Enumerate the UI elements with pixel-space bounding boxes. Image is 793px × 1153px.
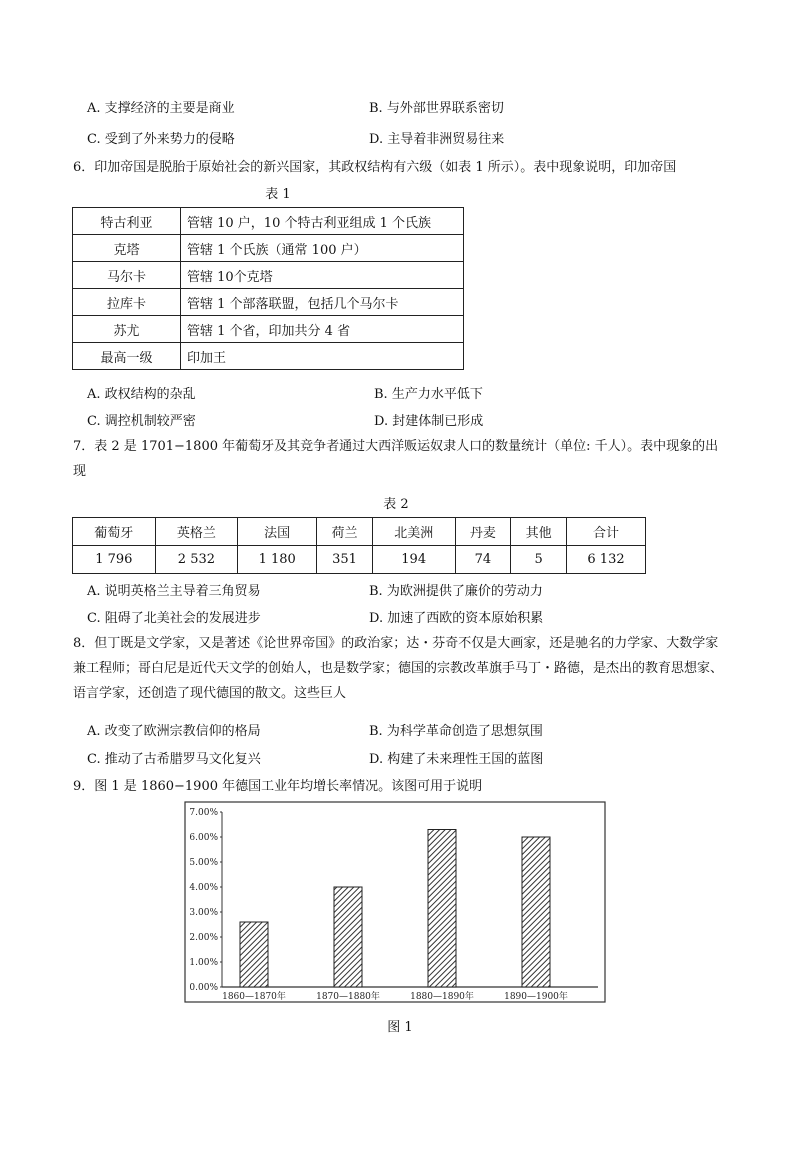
q6-table [72,207,464,370]
bar [240,922,268,987]
q6-stem: 6．印加帝国是脱胎于原始社会的新兴国家，其政权结构有六级（如表 1 所示）。表中现象说明，印加帝国 [73,160,677,175]
table-row [73,518,646,546]
table-cell: 管辖 10 户，10 个特古利亚组成 1 个氏族 [181,208,464,235]
q5-option-b: B. 与外部世界联系密切 [369,101,504,116]
q8-option-b: B. 为科学革命创造了思想氛围 [369,724,543,739]
bar [522,837,550,987]
q6-option-c: C. 调控机制较严密 [87,414,196,429]
table-cell: 2 532 [155,546,238,574]
table-header: 荷兰 [317,518,373,546]
q6-option-b: B. 生产力水平低下 [374,387,483,402]
table-cell: 管辖 1 个氏族（通常 100 户） [181,235,464,262]
q5-option-c: C. 受到了外来势力的侵略 [87,132,235,147]
growth-rate-bar-chart [180,800,610,1005]
q6-option-d: D. 封建体制已形成 [374,414,484,429]
q7-option-d: D. 加速了西欧的资本原始积累 [369,611,544,626]
table-header: 其他 [511,518,567,546]
q8-stem: 8．但丁既是文学家，又是著述《论世界帝国》的政治家；达・芬奇不仅是大画家，还是驰名的力学家、大数学家兼工程师；哥白尼是近代天文学的创始人，也是数学家；德国的宗教改革旗手马丁・路德，是杰出的教育思想家、语言学家，还创造了现代德国的散文。这些巨人 [73,636,724,701]
table-row [73,316,464,343]
table-cell: 5 [511,546,567,574]
table-cell: 最高一级 [73,343,181,370]
q8-option-d: D. 构建了未来理性王国的蓝图 [369,752,544,767]
q9-stem: 9．图 1 是 1860−1900 年德国工业年均增长率情况。该图可用于说明 [73,779,483,794]
q8-option-c: C. 推动了古希腊罗马文化复兴 [87,752,261,767]
q7-table [72,517,646,574]
table-header: 英格兰 [155,518,238,546]
q6-table-caption: 表 1 [265,187,291,202]
table-row [73,546,646,574]
bar [428,830,456,988]
table-row [73,289,464,316]
bar [334,887,362,987]
q6-option-a: A. 政权结构的杂乱 [87,387,196,402]
table-header: 葡萄牙 [73,518,156,546]
y-tick-label: 6.00% [189,833,218,843]
q8-option-a: A. 改变了欧洲宗教信仰的格局 [87,724,261,739]
y-tick-label: 5.00% [189,858,218,868]
y-tick-label: 2.00% [189,933,218,943]
q7-option-b: B. 为欧洲提供了廉价的劳动力 [369,584,543,599]
table-header: 北美洲 [372,518,455,546]
q7-stem: 7．表 2 是 1701−1800 年葡萄牙及其竞争者通过大西洋贩运奴隶人口的数量统计（单位: 千人）。表中现象的出现 [73,439,719,479]
figure-caption: 图 1 [387,1020,413,1035]
table-cell: 克塔 [73,235,181,262]
table-cell: 特古利亚 [73,208,181,235]
table-cell: 6 132 [567,546,646,574]
q7-table-caption: 表 2 [383,497,409,512]
y-tick-label: 7.00% [189,808,218,818]
table-cell: 1 180 [238,546,317,574]
table-row [73,208,464,235]
q7-option-c: C. 阻碍了北美社会的发展进步 [87,611,261,626]
table-header: 合计 [567,518,646,546]
table-cell: 194 [372,546,455,574]
q5-option-d: D. 主导着非洲贸易往来 [369,132,505,147]
table-header: 法国 [238,518,317,546]
y-tick-label: 4.00% [189,883,218,893]
table-cell: 351 [317,546,373,574]
table-cell: 管辖 1 个省，印加共分 4 省 [181,316,464,343]
q7-option-a: A. 说明英格兰主导着三角贸易 [87,584,261,599]
table-cell: 1 796 [73,546,156,574]
table-row [73,343,464,370]
table-header: 丹麦 [455,518,511,546]
table-cell: 74 [455,546,511,574]
table-cell: 管辖 1 个部落联盟，包括几个马尔卡 [181,289,464,316]
x-tick-label: 1880—1890年 [410,992,474,1002]
x-tick-label: 1870—1880年 [316,992,380,1002]
table-cell: 管辖 10个克塔 [181,262,464,289]
table-cell: 苏尤 [73,316,181,343]
table-cell: 印加王 [181,343,464,370]
x-tick-label: 1890—1900年 [504,992,568,1002]
table-row [73,262,464,289]
y-tick-label: 3.00% [189,908,218,918]
y-tick-label: 1.00% [189,958,218,968]
table-cell: 马尔卡 [73,262,181,289]
y-tick-label: 0.00% [189,983,218,993]
q5-option-a: A. 支撑经济的主要是商业 [87,101,235,116]
table-row [73,235,464,262]
table-cell: 拉库卡 [73,289,181,316]
x-tick-label: 1860—1870年 [222,992,286,1002]
